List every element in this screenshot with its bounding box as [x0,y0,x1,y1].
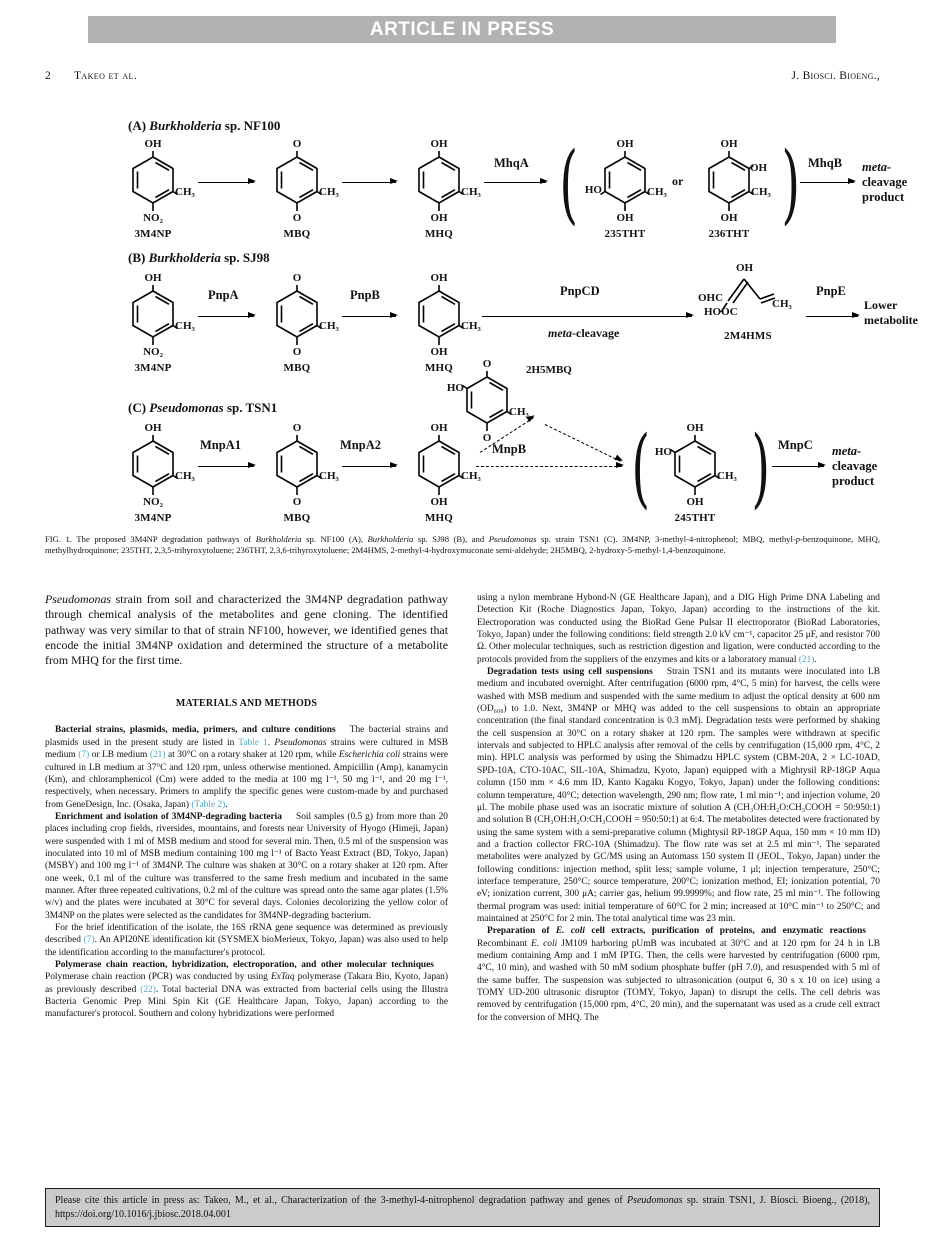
benzene-ring [272,434,322,496]
molecule-name: 236THT [708,228,750,240]
bracket-open: ( [631,418,651,518]
substituent-label: HO [584,184,602,196]
substituent-label: OH [144,422,162,434]
reaction-arrow [482,316,692,317]
figure-1 [0,112,925,532]
enzyme-label-mnpc: MnpC [778,438,813,452]
molecule-245tht [654,422,737,524]
substituent-label: CH₃ [461,320,481,332]
substituent-label: OH [686,496,704,508]
enzyme-label-mnpa2: MnpA2 [340,438,381,452]
substituent-label: OH [430,422,448,434]
citation-link[interactable]: (Table 2) [191,799,226,810]
substituent-label: CH₃ [461,186,481,198]
citation-link[interactable]: Table 1 [238,737,268,748]
substituent-label: O [482,432,492,444]
enzyme-label-pnpa: PnpA [208,288,239,302]
substituent-label: OH [750,162,768,174]
substituent-label: CH₃ [175,320,195,332]
bracket-close: ) [781,134,801,234]
paragraph-degradation-tests: Degradation tests using cell suspensions Strain TSN1 and its mutants were inoculated into LB medium and incubated overnight. After centrifugation (6000 rpm, 4°C, 5 min) for harvest, the cells were washed with MSB medium and suspended with the same medium to adjust the optical density at 600 nm (OD₆₀₀) to 1.0. Next, 3M4NP or MHQ was added to the cell suspensions to obtain an appropriate concentration (the final standard concentration is 0.3 mM). Degradation tests were performed by shaking the cell suspension at 30°C on a rotary shaker at 120 rpm. The samples were withdrawn at specific intervals and subjected to HPLC analysis after removal of the cells by centrifugation (15,000 rpm, 4°C, 2 min). HPLC analysis was performed by using the Shimadzu HPLC system (CBM-20A, 2 × LC-10AD, SPD-10A, CTO-10AC, SIL-10A, Shimadzu, Kyoto, Japan) equipped with a Mightysil RP-18GP Aqua column (150 mm × 4.6 mm ID, Kanto Kagaku Kogyo, Tokyo, Japan) under the following conditions: column temperature, 40°C; detection wavelength, 290 nm; flow rate, 1 ml min⁻¹; and injection volume, 20 μl. The mobile phase used was an isocratic mixture of solution A (CH₃OH:H₂O:CH₃COOH = 50:950:1) and solution B (CH₃OH:H₂O:CH₃COOH = 950:50:1) at 6:4. The metabolites detected were fractionated by using the same system with a semi-preparative column (Mightysil RP-18GP Aqua, 150 mm × 10 mm ID) and a fraction collector FRC-10A (Shimadzu). The flow rate was set at 2.5 ml min⁻¹. The separated metabolites were analyzed by GC/MS using an Automass 150 system II (JEOL, Tokyo, Japan) under the following conditions: injection method, split less; sample volume, 1 μl; injection temperature, 250°C; interface temperature, 250°C; source temperature, 200°C; ionization method, EI; ionization potential, 70 eV; ionization current, 300 μA; carrier gas, helium 99.9999%; and flow rate, 25 ml min⁻¹. The following thermal program was used: initial temperature of 60°C for 2 min; increased at 10°C min⁻¹ to 250°C; and maintained at 250°C for 2 min. The total analytical time was 23 min. [477,667,880,924]
figure-caption: FIG. 1. The proposed 3M4NP degradation pathways of Burkholderia sp. NF100 (A), Burkholderia sp. SJ98 (B), and Pseudomonas sp. strain TSN1 (C). 3M4NP, 3-methyl-4-nitrophenol; MBQ, methyl-p-benzoquinone, MHQ, methylhydroquinone; 235THT, 2,3,5-trihyroxytoluene; 236THT, 2,3,6-trihyroxytoluene; 2M4HMS, 2-methyl-4-hydroxymuconate semi-aldehyde; 2H5MBQ, 2-hydroxy-5-methyl-1,4-benzoquinone. [45,534,880,555]
molecule-name: 2M4HMS [724,330,772,342]
page-number: 2 [45,70,51,82]
substituent-label: CH₃ [175,186,195,198]
section-heading: MATERIALS AND METHODS [175,698,318,710]
substituent-label: OH [430,212,448,224]
substituent-label: CH₃ [717,470,737,482]
reaction-arrow [342,316,396,317]
pathway-b-title: (B) Burkholderia sp. SJ98 [128,250,270,265]
molecule-name: 3M4NP [134,512,172,524]
substituent-label: O [482,358,492,370]
benzene-ring [600,150,650,212]
benzene-ring [272,150,322,212]
enzyme-label-mhqb: MhqB [808,156,843,170]
molecule-236tht [694,138,771,240]
citation-link[interactable]: (22) [140,984,156,995]
product-label-lower-metabolite: Lower metabolite [864,298,918,327]
substituent-label: CH₃ [772,298,792,310]
paragraph-bacterial-strains: Bacterial strains, plasmids, media, primers, and culture conditions The bacterial strains and plasmids used in the present study are listed in Table 1. Pseudomonas strains were cultured in MSB medium (7) or LB medium (21) at 30°C on a rotary shaker at 120 rpm, while Escherichia coli strains were cultured in LB medium at 37°C and 120 rpm, unless otherwise mentioned. Ampicillin (Amp), kanamycin (Km), and chloramphenicol (Cm) were added to the media at 100 mg l⁻¹, 50 mg l⁻¹, and 20 mg l⁻¹, respectively, when necessary. Primers to amplify the specific genes were custom-made by and purchased from GeneDesign, Inc. (Osaka, Japan) (Table 2). [45,725,449,810]
citation-text: Please cite this article in press as: Takeo, M., et al., Characterization of the 3-methyl-4-nitrophenol degradation pathway and genes of Pseudomonas sp. strain TSN1, J. Biosci. Bioeng., (2018), https://doi.org/10.1016/j.jbiosc.2018.04.001 [55,1195,870,1220]
molecule-name: 2H5MBQ [526,364,572,376]
substituent-label: OH [430,496,448,508]
benzene-ring [128,150,178,212]
paragraph-identification: For the brief identification of the isolate, the 16S rRNA gene sequence was determined as previously described (7). An API20NE identification kit (SYSMEX bioMerieux, Tokyo, Japan) was also used to help the identification according to the manufacturer's protocol. [45,922,448,958]
benzene-ring [704,150,754,212]
paragraph-enrichment: Enrichment and isolation of 3M4NP-degrading bacteria Soil samples (0.5 g) from more than 20 places including crop fields, riversides, mountains, and forests near University of Hyogo (Himeji, Japan) were suspended with 1 ml of MSB medium and stood for several min. Then, 0.5 ml of the suspension was inoculated into 10 ml of MSB medium containing 100 mg l⁻¹ of Bacto Yeast Extract (BD, Tokyo, Japan) (MSBY) and 100 mg l⁻¹ of 3M4NP. The culture was shaken at 30°C on a rotary shaker at 120 rpm. After one week, 0.1 ml of the culture was transferred to the same fresh medium and incubated in the same manner. After three repeated cultivations, 0.2 ml of the culture was spread onto the same agar plates (1.5% w/v) and the plates were incubated at 30°C for several days. Colonies decolorizing the yellow color of 3M4NP on the plates were selected as the candidates for 3M4NP-degrading bacterium. [45,811,448,921]
benzene-ring [272,284,322,346]
molecule-name: MHQ [424,362,454,374]
enzyme-label-pnpb: PnpB [350,288,380,302]
substituent-label: O [292,422,302,434]
substituent-label: CH₃ [647,186,667,198]
article-in-press-banner: ARTICLE IN PRESS [88,16,836,43]
or-label: or [672,174,684,188]
paragraph-pcr: Polymerase chain reaction, hybridization, electroporation, and other molecular techniques Polymerase chain reaction (PCR) was conducted by using ExTaq polymerase (Takara Bio, Kyoto, Japan) as previously described (22). Total bacterial DNA was extracted from bacterial cells using the Illustra Bacteria Genomic Prep Mini Spin Kit (GE Healthcare Japan, Tokyo, Japan) according to the manufacturer's protocol. Southern and colony hybridizations were performed [45,960,448,1020]
citation-link[interactable]: (21) [149,750,166,761]
reaction-arrow [806,316,858,317]
benzene-ring [414,284,464,346]
substituent-label: OH [430,272,448,284]
substituent-label: O [292,496,302,508]
reaction-arrow [342,182,396,183]
enzyme-label-pnpe: PnpE [816,284,846,298]
bracket-open: ( [559,134,579,234]
substituent-label: CH₃ [461,470,481,482]
molecule-3m4np [118,272,195,374]
meta-cleavage-note: meta-cleavage [548,326,620,340]
left-column [45,592,448,1024]
substituent-label: O [292,138,302,150]
reaction-arrow [800,182,854,183]
substituent-label: OHC [698,292,724,304]
reaction-arrow [772,466,824,467]
reaction-arrow [198,466,254,467]
bracket-close: ) [751,418,771,518]
substituent-label: OH [720,138,738,150]
pathway-a-title: (A) Burkholderia sp. NF100 [128,118,281,133]
product-label-meta-cleavage: meta- cleavage product [862,160,908,204]
benzene-ring [670,434,720,496]
substituent-label: CH₃ [319,320,339,332]
molecule-name: 235THT [604,228,646,240]
molecule-3m4np [118,422,195,524]
product-label-meta-cleavage: meta- cleavage product [832,444,878,488]
dashed-arrow-horizontal [476,466,622,467]
substituent-label: CH₃ [319,470,339,482]
enzyme-label-mnpb: MnpB [492,442,527,456]
molecule-mhq [404,422,481,524]
substituent-label: OH [430,138,448,150]
substituent-label: NO₂ [143,496,163,508]
benzene-ring [128,434,178,496]
substituent-label: CH₃ [751,186,771,198]
benzene-ring [128,284,178,346]
substituent-label: HO [654,446,672,458]
citation-link[interactable]: (21) [798,654,815,665]
article-body [45,592,880,1024]
journal-name: J. Biosci. Bioeng., [791,70,880,82]
right-column [477,592,880,1024]
substituent-label: NO₂ [143,346,163,358]
intro-paragraph: Pseudomonas strain from soil and characterized the 3M4NP degradation pathway through chemical analysis of the metabolites and gene cloning. The identified pathway was very similar to that of strain NF100, however, we identified genes that encode the initial 3M4NP oxidation and determined the structure of a metabolite from MHQ for the first time. [45,592,448,668]
enzyme-label-mnpa1: MnpA1 [200,438,241,452]
pathway-c-title: (C) Pseudomonas sp. TSN1 [128,400,278,415]
molecule-name: MHQ [424,512,454,524]
citation-box [45,1188,880,1227]
running-head [0,70,925,86]
benzene-ring [414,150,464,212]
reaction-arrow [198,316,254,317]
substituent-label: OH [430,346,448,358]
substituent-label: CH₃ [319,186,339,198]
substituent-label: O [292,212,302,224]
substituent-label: OH [144,272,162,284]
paragraph-hybridization-cont: using a nylon membrane Hybond-N (GE Healthcare Japan), and a DIG High Prime DNA Labeling and Detection Kit (Roche Diagnostics Japan, Tokyo, Japan) according to the instructions of the kit. Electroporation was conducted using the BioRad Gene Pulsar II electroporator (BioRad Laboratories, Tokyo, Japan) under the following conditions: field strength 2.0 kV cm⁻¹, capacitor 25 μF, and resistor 700 Ω. Other molecular techniques, such as restriction digestion and ligation, were conducted according to the protocols provided from the suppliers of the enzymes and kits or a laboratory manual (21). [477,593,880,665]
molecule-name: 3M4NP [134,362,172,374]
molecule-235tht [584,138,667,240]
molecule-name: MHQ [424,228,454,240]
substituent-label: CH₃ [509,406,529,418]
reaction-arrow [484,182,546,183]
substituent-label: O [292,346,302,358]
reaction-arrow [198,182,254,183]
substituent-label: OH [616,138,634,150]
molecule-name: MBQ [283,362,311,374]
paragraph-cell-extracts: Preparation of E. coli cell extracts, purification of proteins, and enzymatic reactions Recombinant E. coli JM109 harboring pUmB was incubated at 30°C and at 120 rpm for 24 h in LB medium containing Amp and 1 mM IPTG. Then, the cells were harvested by centrifugation (6000 rpm, 4°C, 10 min), and washed with 50 mM sodium phosphate buffer (pH 7.0), and resuspended with 5 ml of the same buffer. The suspension was subjected to ultrasonication (output 6, 30 s x 10 on ice) using a TOMY UD-200 ultrasonic disruptor (TOMY, Tokyo, Japan) to disrupt the cells. The cell debris was removed by centrifugation (15,000 rpm, 4°C, 20 min), and the supernatant was used as a crude cell extract for the conversion of MHQ. The [477,926,881,1023]
molecule-mbq [262,138,339,240]
substituent-label: NO₂ [143,212,163,224]
molecule-name: 245THT [674,512,716,524]
running-author: Takeo et al. [74,70,138,82]
enzyme-label-mhqa: MhqA [494,156,529,170]
citation-link[interactable]: (7) [78,750,90,761]
enzyme-label-pnpcd: PnpCD [560,284,600,298]
substituent-label: OH [144,138,162,150]
substituent-label: HO [446,382,464,394]
substituent-label: OH [720,212,738,224]
substituent-label: CH₃ [175,470,195,482]
reaction-arrow [342,466,396,467]
substituent-label: O [292,272,302,284]
molecule-mhq [404,138,481,240]
molecule-mbq [262,272,339,374]
citation-link[interactable]: (7) [83,935,95,946]
molecule-name: MBQ [283,512,311,524]
substituent-label: OH [736,262,754,274]
substituent-label: HOOC [704,306,738,318]
molecule-name: 3M4NP [134,228,172,240]
molecule-name: MBQ [283,228,311,240]
substituent-label: OH [616,212,634,224]
substituent-label: OH [686,422,704,434]
molecule-3m4np [118,138,195,240]
dashed-arrow-down [545,424,621,462]
benzene-ring [414,434,464,496]
molecule-mbq [262,422,339,524]
